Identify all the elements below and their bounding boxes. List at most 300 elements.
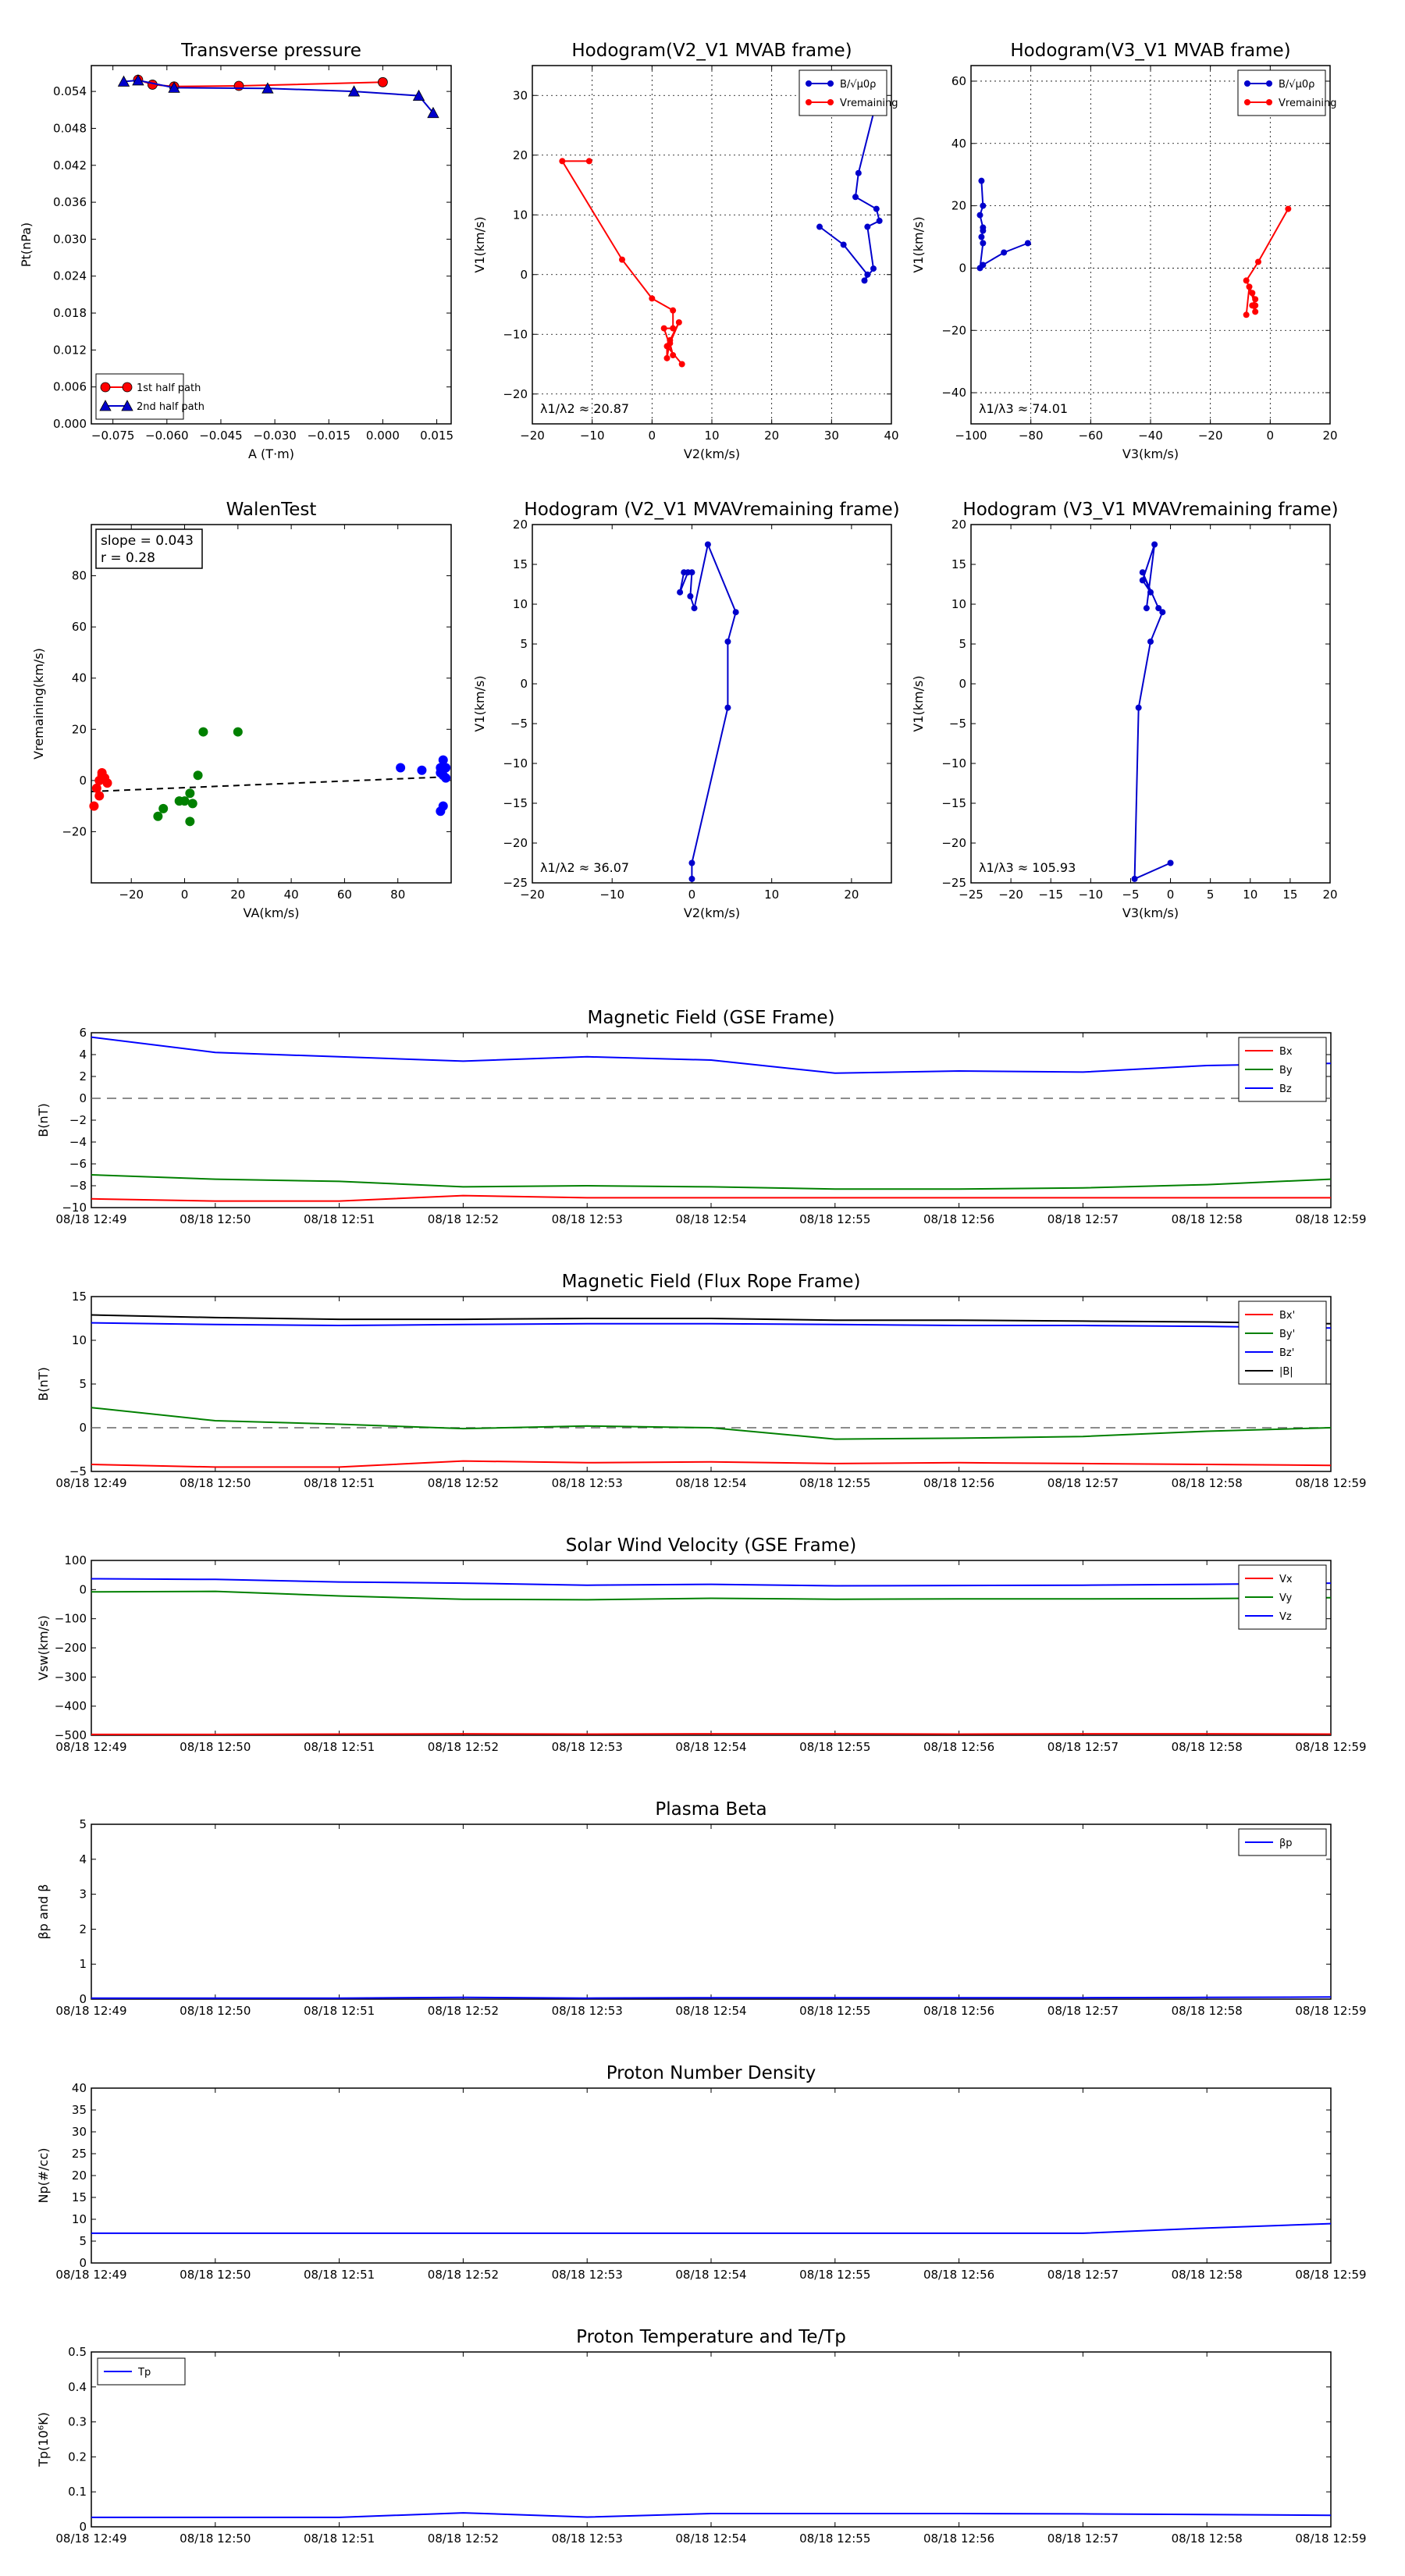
x-tick-label: 08/18 12:51: [303, 2004, 375, 2018]
x-tick-label: 08/18 12:59: [1295, 1476, 1367, 1490]
legend: [799, 70, 898, 116]
plot-frame: [91, 1824, 1331, 1999]
data-point: [977, 212, 984, 219]
data-point: [1155, 605, 1161, 611]
data-point: [664, 355, 670, 361]
y-tick-label: −500: [54, 1728, 87, 1742]
legend-label: Tp: [138, 2367, 151, 2379]
series: [559, 158, 685, 367]
y-tick-label: 0.000: [53, 417, 87, 431]
legend-label: Vz: [1279, 1611, 1292, 1623]
x-tick-label: 08/18 12:50: [180, 2004, 251, 2018]
x-tick-label: 10: [1243, 888, 1258, 902]
y-tick-label: −20: [941, 836, 966, 850]
data-point: [827, 80, 834, 87]
x-tick-label: 0.015: [420, 429, 454, 443]
series-line: [91, 1037, 1331, 1073]
x-tick-label: 08/18 12:49: [55, 1740, 127, 1754]
chart-h1: [472, 41, 899, 461]
data-point: [816, 224, 823, 230]
y-tick-label: 6: [79, 1026, 87, 1040]
chart-title: Proton Temperature and Te/Tp: [576, 2327, 846, 2347]
x-tick-label: 0: [1266, 429, 1275, 443]
series: [977, 178, 1031, 272]
data-point: [153, 812, 162, 821]
x-axis-label: V3(km/s): [1122, 447, 1179, 461]
x-tick-label: 08/18 12:59: [1295, 2532, 1367, 2546]
x-axis-label: VA(km/s): [243, 906, 300, 920]
y-tick-label: −25: [503, 876, 528, 890]
x-axis-label: V2(km/s): [683, 906, 741, 920]
x-tick-label: 08/18 12:49: [55, 2268, 127, 2282]
data-point: [980, 225, 986, 231]
plot-frame: [91, 1560, 1331, 1735]
data-point: [827, 99, 834, 105]
x-tick-label: 20: [230, 888, 246, 902]
data-point: [852, 194, 859, 200]
x-tick-label: 08/18 12:51: [303, 1476, 375, 1490]
data-point: [649, 295, 655, 301]
chart-tp: [36, 2327, 1367, 2546]
x-tick-label: 08/18 12:53: [551, 2532, 623, 2546]
data-point: [692, 605, 698, 611]
data-point: [378, 77, 387, 87]
x-tick-label: 08/18 12:53: [551, 1212, 623, 1226]
x-tick-label: −25: [959, 888, 984, 902]
data-point: [806, 80, 812, 87]
y-tick-label: 40: [951, 136, 966, 151]
x-tick-label: 08/18 12:52: [427, 1740, 500, 1754]
x-tick-label: 08/18 12:52: [427, 2004, 500, 2018]
x-tick-label: 08/18 12:59: [1295, 1212, 1367, 1226]
legend: [1239, 1037, 1326, 1101]
x-tick-label: 08/18 12:50: [180, 2532, 251, 2546]
data-point: [185, 788, 194, 798]
y-tick-label: 5: [79, 1377, 87, 1391]
legend: [1239, 1301, 1326, 1384]
series-line: [91, 1407, 1331, 1439]
data-point: [1266, 80, 1272, 87]
y-tick-label: −8: [69, 1179, 87, 1193]
y-tick-label: 0: [79, 2256, 87, 2270]
x-tick-label: −100: [955, 429, 987, 443]
series-line: [91, 1196, 1331, 1201]
x-tick-label: −10: [599, 888, 625, 902]
y-tick-label: 40: [71, 2081, 87, 2095]
data-point: [980, 203, 986, 209]
y-tick-label: 15: [512, 557, 528, 571]
chart-title: Magnetic Field (GSE Frame): [587, 1008, 835, 1028]
y-tick-label: 5: [79, 1817, 87, 1831]
data-point: [185, 817, 194, 826]
data-point: [664, 343, 670, 350]
x-tick-label: 08/18 12:59: [1295, 2268, 1367, 2282]
data-point: [864, 224, 870, 230]
x-tick-label: 08/18 12:58: [1171, 1476, 1243, 1490]
y-axis-label: V1(km/s): [472, 216, 487, 273]
data-point: [175, 796, 184, 806]
legend-label: Vx: [1279, 1574, 1293, 1585]
chart-title: Magnetic Field (Flux Rope Frame): [561, 1272, 861, 1292]
y-tick-label: 0.012: [53, 343, 87, 358]
series-line: [91, 1323, 1331, 1329]
x-tick-label: 08/18 12:59: [1295, 1740, 1367, 1754]
y-tick-label: −10: [503, 756, 528, 770]
y-tick-label: −2: [69, 1113, 87, 1127]
y-tick-label: 5: [520, 637, 528, 651]
x-tick-label: 5: [1206, 888, 1215, 902]
x-tick-label: 08/18 12:59: [1295, 2004, 1367, 2018]
chart-title: Transverse pressure: [181, 41, 361, 61]
series-line: [91, 1315, 1331, 1324]
x-tick-label: −0.045: [199, 429, 243, 443]
x-tick-label: 20: [1322, 429, 1338, 443]
x-tick-label: 08/18 12:49: [55, 2004, 127, 2018]
y-axis-label: Vremaining(km/s): [31, 648, 46, 760]
y-tick-label: 10: [71, 2212, 87, 2226]
y-axis-label: Tp(10⁶K): [36, 2412, 51, 2467]
y-tick-label: 4: [79, 1852, 87, 1866]
y-tick-label: 80: [71, 568, 87, 583]
data-point: [1168, 860, 1174, 866]
data-point: [439, 802, 448, 811]
y-tick-label: 20: [951, 198, 966, 213]
y-axis-label: V1(km/s): [911, 216, 926, 273]
series-line: [91, 1579, 1331, 1586]
x-tick-label: −0.060: [145, 429, 189, 443]
data-point: [1244, 80, 1250, 87]
plot-frame: [91, 2352, 1331, 2527]
y-axis-label: Np(#/cc): [36, 2147, 51, 2204]
x-tick-label: 08/18 12:54: [675, 2268, 747, 2282]
x-tick-label: −0.075: [91, 429, 135, 443]
data-point: [676, 319, 682, 326]
y-tick-label: 2: [79, 1069, 87, 1083]
data-point: [1144, 605, 1150, 611]
y-tick-label: 20: [512, 518, 528, 532]
x-tick-label: 80: [390, 888, 406, 902]
x-tick-label: 0: [688, 888, 696, 902]
plot-frame: [91, 525, 451, 883]
x-tick-label: −20: [520, 888, 545, 902]
x-tick-label: 08/18 12:49: [55, 1212, 127, 1226]
data-point: [1285, 206, 1291, 212]
x-tick-label: −80: [1018, 429, 1044, 443]
data-point: [864, 272, 870, 278]
series-line: [91, 2224, 1331, 2233]
y-tick-label: 0.1: [68, 2485, 87, 2500]
y-tick-label: 3: [79, 1887, 87, 1902]
y-tick-label: 10: [512, 208, 528, 222]
annotation-text: r = 0.28: [101, 550, 155, 566]
data-point: [873, 206, 880, 212]
data-point: [1001, 249, 1007, 255]
data-point: [198, 728, 208, 737]
x-tick-label: −20: [119, 888, 144, 902]
y-tick-label: 25: [71, 2147, 87, 2161]
series-line: [91, 1461, 1331, 1468]
y-tick-label: 20: [71, 2169, 87, 2183]
series-line: [91, 1175, 1331, 1189]
data-point: [670, 326, 676, 332]
x-tick-label: 08/18 12:52: [427, 1212, 500, 1226]
x-tick-label: −40: [1138, 429, 1163, 443]
x-tick-label: 08/18 12:57: [1047, 2532, 1119, 2546]
y-tick-label: −20: [941, 323, 966, 338]
y-tick-label: −100: [54, 1611, 87, 1626]
x-tick-label: 08/18 12:51: [303, 1212, 375, 1226]
data-point: [1252, 296, 1258, 302]
chart-np: [36, 2063, 1367, 2282]
x-tick-label: 08/18 12:56: [923, 1740, 995, 1754]
annotation-text: slope = 0.043: [101, 533, 194, 549]
legend-label: Vremaining: [840, 98, 898, 109]
data-point: [94, 792, 104, 801]
series-line: [91, 2513, 1331, 2517]
y-tick-label: −400: [54, 1699, 87, 1713]
legend-label: 2nd half path: [137, 401, 205, 413]
chart-h4: [911, 500, 1339, 920]
data-point: [233, 728, 243, 737]
legend-label: 1st half path: [137, 382, 201, 394]
annotation-box: [96, 529, 202, 568]
x-tick-label: −5: [1122, 888, 1140, 902]
fit-line: [91, 777, 451, 792]
x-tick-label: 08/18 12:56: [923, 1212, 995, 1226]
y-tick-label: 0: [79, 1992, 87, 2006]
data-point: [559, 158, 565, 164]
x-tick-label: 08/18 12:55: [799, 1740, 871, 1754]
y-axis-label: Pt(nPa): [19, 222, 34, 268]
y-tick-label: 5: [959, 637, 966, 651]
data-point: [688, 860, 695, 866]
data-point: [396, 763, 405, 772]
y-tick-label: −5: [510, 717, 528, 731]
y-tick-label: 5: [79, 2234, 87, 2248]
x-axis-label: V2(km/s): [683, 447, 741, 461]
y-tick-label: 0.048: [53, 121, 87, 136]
x-tick-label: 08/18 12:57: [1047, 1212, 1119, 1226]
chart-title: WalenTest: [226, 500, 317, 520]
series-line: [91, 1592, 1331, 1600]
data-point: [687, 593, 693, 600]
data-point: [978, 178, 984, 184]
x-tick-label: 60: [336, 888, 352, 902]
chart-title: Hodogram(V3_V1 MVAB frame): [1010, 41, 1291, 61]
data-point: [870, 265, 877, 272]
y-tick-label: 0: [79, 1582, 87, 1597]
x-tick-label: 08/18 12:50: [180, 1476, 251, 1490]
legend: [1238, 70, 1337, 116]
legend: [96, 374, 205, 419]
data-point: [855, 170, 862, 176]
data-point: [841, 242, 847, 248]
y-tick-label: 0.006: [53, 379, 87, 394]
y-axis-label: V1(km/s): [472, 675, 487, 732]
y-tick-label: −20: [62, 824, 87, 839]
y-tick-label: 40: [71, 671, 87, 685]
data-point: [1132, 876, 1138, 882]
plot-frame: [91, 1033, 1331, 1208]
data-point: [862, 277, 868, 283]
y-tick-label: 0: [520, 267, 528, 282]
x-tick-label: 40: [884, 429, 899, 443]
series-line: [91, 1734, 1331, 1735]
data-point: [685, 569, 691, 575]
y-tick-label: 0.2: [68, 2450, 87, 2464]
x-tick-label: 0: [648, 429, 656, 443]
legend: [1239, 1829, 1326, 1856]
data-point: [1140, 569, 1146, 575]
data-point: [1140, 577, 1146, 583]
x-tick-label: 08/18 12:56: [923, 2532, 995, 2546]
x-tick-label: 08/18 12:58: [1171, 2532, 1243, 2546]
x-tick-label: 08/18 12:55: [799, 2532, 871, 2546]
y-tick-label: 0: [79, 1421, 87, 1435]
data-point: [1244, 99, 1250, 105]
chart-title: Hodogram(V2_V1 MVAB frame): [571, 41, 852, 61]
data-point: [705, 542, 711, 548]
chart-walen: [31, 500, 451, 920]
chart-h2: [911, 41, 1338, 461]
chart-title: Proton Number Density: [606, 2063, 816, 2083]
x-tick-label: 40: [283, 888, 299, 902]
x-tick-label: −10: [579, 429, 605, 443]
y-tick-label: −10: [503, 327, 528, 342]
x-tick-label: 08/18 12:49: [55, 1476, 127, 1490]
data-point: [724, 639, 731, 645]
data-point: [194, 770, 203, 780]
chart-title: Solar Wind Velocity (GSE Frame): [565, 1535, 857, 1556]
series-line: [1135, 545, 1171, 879]
y-tick-label: 2: [79, 1922, 87, 1937]
x-tick-label: −20: [998, 888, 1023, 902]
x-tick-label: 08/18 12:56: [923, 2004, 995, 2018]
data-point: [1243, 311, 1250, 318]
data-point: [980, 240, 986, 247]
data-point: [441, 763, 450, 772]
y-tick-label: −20: [503, 836, 528, 850]
y-tick-label: 30: [512, 88, 528, 103]
x-tick-label: −0.015: [307, 429, 351, 443]
data-point: [667, 337, 673, 343]
data-point: [1136, 705, 1142, 711]
x-tick-label: 20: [1322, 888, 1338, 902]
data-point: [670, 308, 676, 314]
x-tick-label: 15: [1282, 888, 1298, 902]
x-tick-label: 08/18 12:52: [427, 2532, 500, 2546]
x-tick-label: 08/18 12:55: [799, 1476, 871, 1490]
x-tick-label: 08/18 12:53: [551, 1740, 623, 1754]
data-point: [188, 799, 197, 808]
y-tick-label: 0.024: [53, 269, 87, 283]
legend-label: Bz': [1279, 1347, 1295, 1359]
x-tick-label: 30: [823, 429, 839, 443]
data-point: [1247, 283, 1253, 290]
data-point: [102, 778, 112, 788]
data-point: [123, 382, 132, 392]
x-tick-label: 08/18 12:58: [1171, 1740, 1243, 1754]
x-tick-label: 08/18 12:57: [1047, 2268, 1119, 2282]
x-tick-label: −20: [1197, 429, 1223, 443]
legend-label: Vremaining: [1279, 98, 1337, 109]
y-tick-label: −25: [941, 876, 966, 890]
y-tick-label: 30: [71, 2125, 87, 2139]
plot-frame: [91, 1297, 1331, 1471]
y-tick-label: −10: [941, 756, 966, 770]
data-point: [688, 876, 695, 882]
plot-frame: [91, 66, 451, 424]
data-point: [679, 361, 685, 368]
data-point: [1025, 240, 1031, 247]
y-tick-label: 10: [71, 1333, 87, 1347]
y-tick-label: 15: [71, 1290, 87, 1304]
series-line: [820, 90, 880, 281]
y-tick-label: 20: [512, 148, 528, 162]
data-point: [1252, 308, 1258, 315]
data-point: [877, 218, 883, 224]
data-point: [89, 802, 98, 811]
plot-frame: [91, 2088, 1331, 2263]
y-tick-label: 60: [951, 73, 966, 88]
legend-label: By': [1279, 1329, 1296, 1340]
x-tick-label: 08/18 12:52: [427, 1476, 500, 1490]
legend-label: βp: [1279, 1838, 1293, 1849]
y-tick-label: −5: [948, 717, 966, 731]
x-tick-label: 08/18 12:57: [1047, 1476, 1119, 1490]
data-point: [1147, 589, 1154, 596]
x-tick-label: 08/18 12:58: [1171, 2004, 1243, 2018]
y-tick-label: 0: [520, 677, 528, 691]
x-tick-label: 08/18 12:57: [1047, 1740, 1119, 1754]
y-tick-label: 60: [71, 620, 87, 635]
y-tick-label: 0: [79, 2520, 87, 2534]
legend-label: By: [1279, 1065, 1293, 1076]
chart-bfr: [36, 1272, 1367, 1490]
data-point: [978, 234, 984, 240]
y-axis-label: Vsw(km/s): [36, 1615, 51, 1681]
y-tick-label: 15: [951, 557, 966, 571]
x-tick-label: 08/18 12:50: [180, 2268, 251, 2282]
data-point: [724, 705, 731, 711]
x-tick-label: 08/18 12:53: [551, 2004, 623, 2018]
y-tick-label: −5: [69, 1464, 87, 1478]
y-tick-label: 20: [71, 722, 87, 737]
y-tick-label: 20: [951, 518, 966, 532]
y-tick-label: −200: [54, 1641, 87, 1655]
chart-title: Hodogram (V3_V1 MVAVremaining frame): [962, 500, 1339, 520]
series: [1243, 206, 1292, 318]
y-tick-label: 0.4: [68, 2379, 87, 2394]
chart-title: Plasma Beta: [655, 1799, 767, 1820]
y-tick-label: 0: [79, 773, 87, 788]
x-tick-label: 08/18 12:49: [55, 2532, 127, 2546]
y-tick-label: 0.042: [53, 158, 87, 173]
y-tick-label: −15: [941, 796, 966, 810]
y-tick-label: −40: [941, 386, 966, 400]
x-tick-label: 08/18 12:53: [551, 1476, 623, 1490]
x-tick-label: 20: [844, 888, 859, 902]
annotation-text: λ1/λ3 ≈ 105.93: [979, 860, 1076, 875]
y-tick-label: −300: [54, 1670, 87, 1685]
x-tick-label: 08/18 12:55: [799, 2004, 871, 2018]
y-tick-label: 0.3: [68, 2414, 87, 2429]
x-axis-label: A (T·m): [248, 447, 294, 461]
x-tick-label: 08/18 12:51: [303, 1740, 375, 1754]
legend: [98, 2358, 185, 2385]
legend-label: Bx: [1279, 1046, 1293, 1058]
x-tick-label: 08/18 12:54: [675, 2004, 747, 2018]
